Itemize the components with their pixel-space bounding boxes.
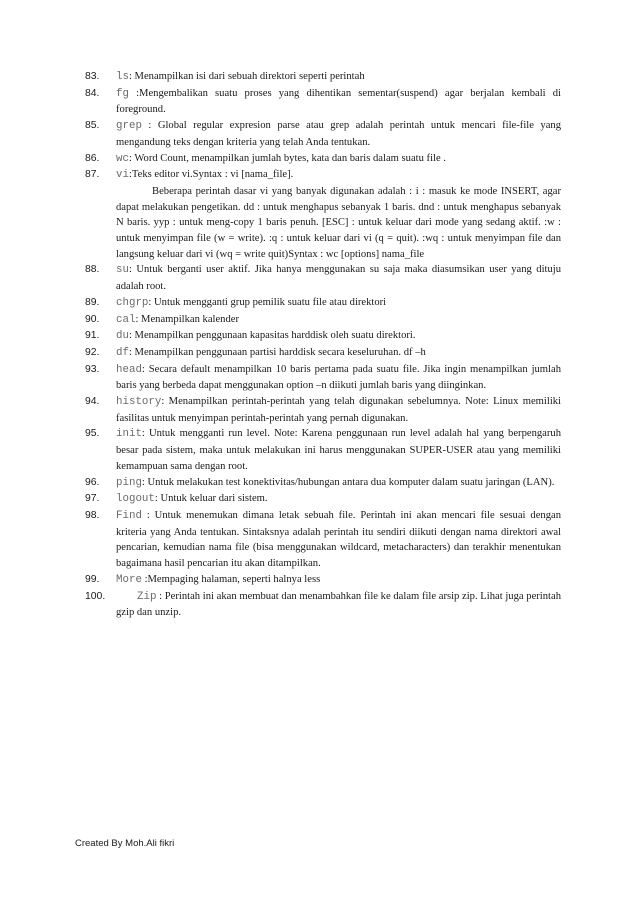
item-description: : Perintah ini akan membuat dan menambahkan file ke dalam file arsip zip. Lihat juga perintah gzip dan unzip. — [116, 590, 561, 619]
list-item — [85, 328, 561, 345]
command-name: Zip — [137, 590, 157, 603]
list-item — [85, 86, 561, 118]
item-number: 89. — [85, 296, 100, 308]
list-item — [85, 167, 561, 184]
item-description: : Menampilkan penggunaan kapasitas harddisk oleh suatu direktori. — [128, 330, 416, 342]
list-item — [85, 69, 561, 86]
list-item — [85, 295, 561, 312]
list-item — [85, 508, 561, 572]
item-description: : Menampilkan penggunaan partisi harddisk secara keseluruhan. df –h — [128, 346, 426, 358]
page-footer: Created By Moh.Ali fikri — [75, 838, 175, 849]
command-name: cal — [116, 313, 136, 326]
item-number: 100. — [85, 590, 106, 602]
item-number: 88. — [85, 264, 100, 276]
command-name: ping — [116, 476, 142, 489]
item-number: 85. — [85, 120, 100, 132]
item-description: : Untuk menemukan dimana letak sebuah file. Perintah ini akan mencari file sesuai dengan kriteria yang Anda tentukan. Sintaksnya adalah perintah itu sendiri diikuti dengan nama direktori awal pencarian, kemudian nama file (bisa menggunakan wildcard, metacharacters) dan terakhir menentukan bagaimana hasil pencarian itu akan ditampilkan. — [116, 509, 561, 570]
item-number: 84. — [85, 87, 100, 99]
item-description: : Untuk keluar dari sistem. — [154, 493, 268, 505]
item-description: : Global regular expresion parse atau grep adalah perintah untuk mencari file-file yang mengandung teks dengan kriteria yang telah Anda tentukan. — [116, 120, 561, 148]
command-name: fg — [116, 87, 129, 100]
item-description: : Menampilkan kalender — [135, 313, 240, 325]
command-name: ls — [116, 71, 129, 83]
item-number: 91. — [85, 330, 100, 342]
list-item — [85, 394, 561, 426]
command-name: grep — [116, 120, 142, 133]
item-description: : Untuk berganti user aktif. Jika hanya menggunakan su saja maka diasumsikan user yang dituju adalah root. — [116, 264, 561, 293]
command-name: Find — [116, 509, 142, 522]
item-description: : Untuk melakukan test konektivitas/hubungan antara dua komputer dalam suatu jaringan (LAN). — [141, 476, 555, 488]
item-number: 90. — [85, 313, 100, 325]
item-description: :Mengembalikan suatu proses yang dihentikan sementar(suspend) agar berjalan kembali di foreground. — [116, 87, 561, 116]
command-name: head — [116, 363, 142, 376]
item-description: : Menampilkan isi dari sebuah direktori seperti perintah — [128, 71, 365, 82]
vi-commands-paragraph: Beberapa perintah dasar vi yang banyak digunakan adalah : i : masuk ke mode INSERT, agar dapat melakukan pengetikan. dd : untuk menghapus sebanyak 1 baris. dnd : untuk menghapus sebanyak N baris. yyp : untuk meng-copy 1 baris penuh. [ESC] : untuk keluar dari mode yang sedang aktif. :w : untuk menyimpan file (w = write). :q : untuk keluar dari vi (q = quit). :wq : untuk menyimpan file dan langsung keluar dari vi (wq = write quit)Syntax : wc [options] nama_file — [116, 185, 561, 260]
list-item — [85, 362, 561, 394]
command-list — [85, 69, 561, 621]
list-item — [85, 262, 561, 294]
command-name: vi — [116, 169, 129, 182]
command-name: chgrp — [116, 296, 149, 309]
item-number: 94. — [85, 396, 100, 408]
command-name: logout — [116, 493, 155, 506]
command-name: history — [116, 396, 162, 409]
command-name: su — [116, 264, 129, 277]
item-description: : Untuk mengganti grup pemilik suatu file atau direktori — [148, 296, 387, 308]
item-number: 87. — [85, 169, 100, 181]
item-number: 95. — [85, 428, 100, 440]
list-item — [85, 345, 561, 362]
item-number: 86. — [85, 152, 100, 164]
item-description: : Menampilkan perintah-perintah yang telah digunakan sebelumnya. Note: Linux memiliki fasilitas untuk menyimpan perintah-perintah yang pernah digunakan. — [116, 396, 561, 424]
item-description: : Secara default menampilkan 10 baris pertama pada suatu file. Jika ingin menampilkan jumlah baris yang berbeda dapat menggunakan option –n diikuti jumlah baris yang diinginkan. — [116, 363, 561, 392]
item-description: : Untuk mengganti run level. Note: Karena penggunaan run level adalah hal yang berpengaruh besar pada sistem, maka untuk melakukan ini harus menggunakan SUPER-USER atau yang memiliki kemampuan sama dengan root. — [116, 428, 561, 472]
command-name: wc — [116, 152, 129, 165]
item-number: 99. — [85, 573, 100, 585]
list-item — [85, 151, 561, 168]
command-name: More — [116, 573, 142, 586]
list-item — [85, 312, 561, 329]
command-name: init — [116, 428, 142, 441]
list-item — [85, 475, 561, 492]
command-name: du — [116, 330, 129, 343]
item-number: 93. — [85, 363, 100, 375]
item-number: 92. — [85, 346, 100, 358]
list-item — [85, 118, 561, 150]
list-item — [85, 491, 561, 508]
list-item — [85, 426, 561, 474]
item-number: 96. — [85, 476, 100, 488]
item-description: :Mempaging halaman, seperti halnya less — [141, 573, 321, 585]
item-description: :Teks editor vi.Syntax : vi [nama_file]. — [128, 169, 294, 181]
list-item — [85, 572, 561, 589]
item-description: : Word Count, menampilkan jumlah bytes, kata dan baris dalam suatu file . — [128, 152, 446, 164]
item-number: 97. — [85, 493, 100, 505]
item-number: 83. — [85, 71, 100, 82]
item-number: 98. — [85, 509, 100, 521]
command-name: df — [116, 346, 129, 359]
list-item — [85, 589, 561, 621]
